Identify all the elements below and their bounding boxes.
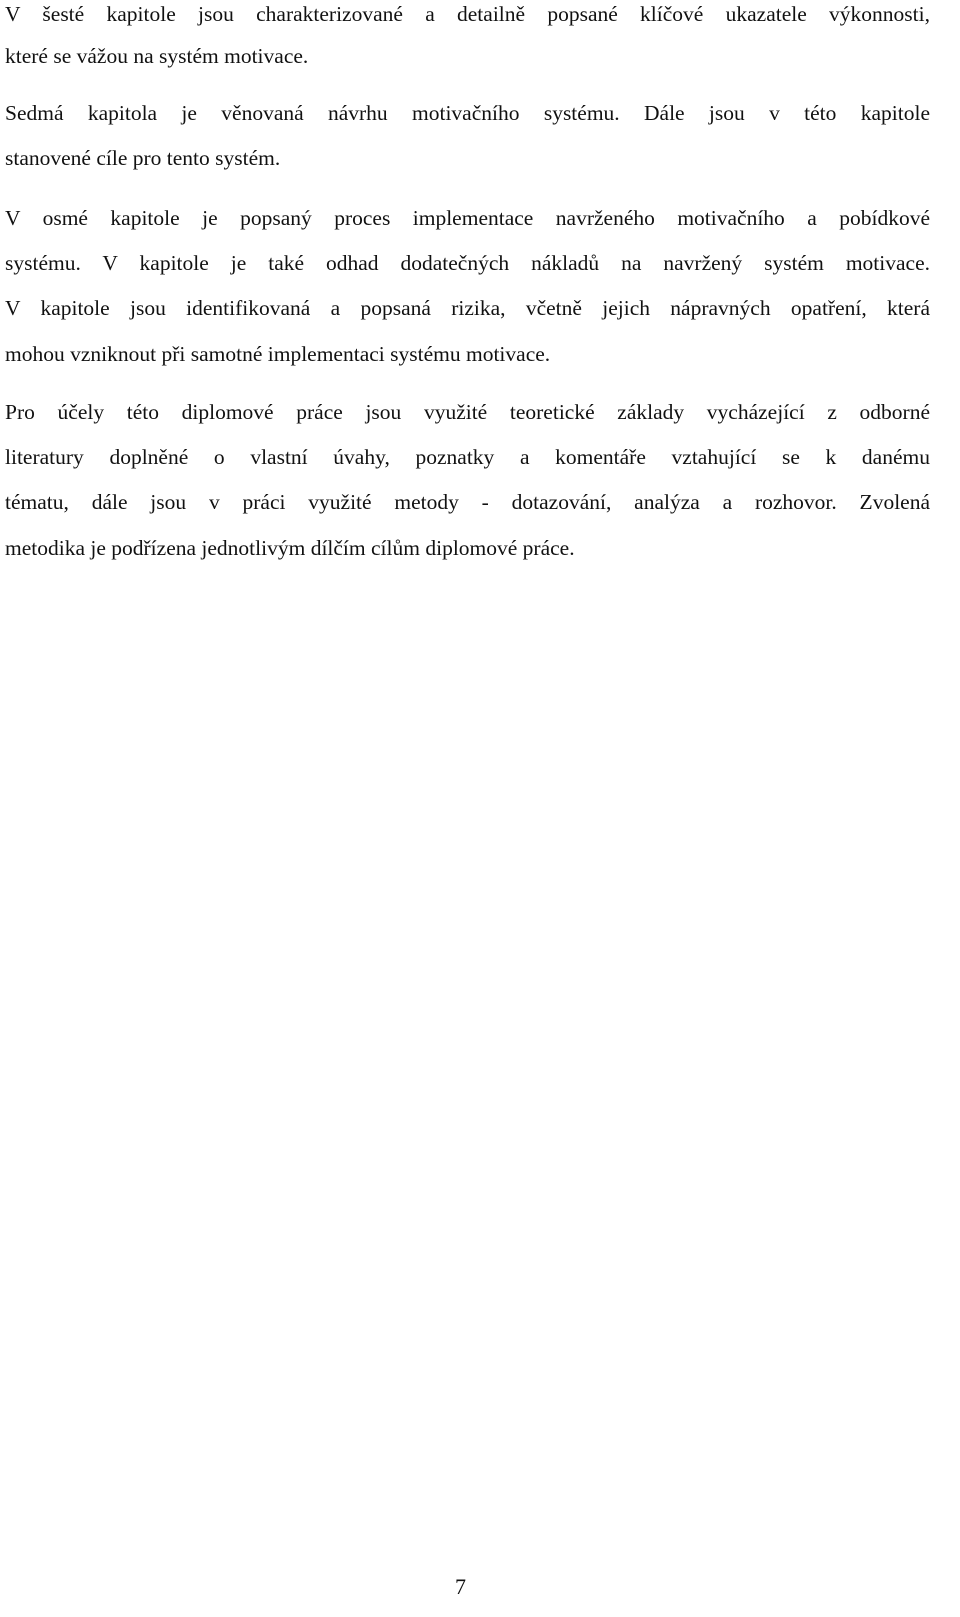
text-line: V osmé kapitole je popsaný proces implementace navrženého motivačního a pobídkové — [5, 206, 930, 230]
text-line: Sedmá kapitola je věnovaná návrhu motivačního systému. Dále jsou v této kapitole — [5, 101, 930, 125]
text-line: tématu, dále jsou v práci využité metody - dotazování, analýza a rozhovor. Zvolená — [5, 490, 930, 514]
text-line: systému. V kapitole je také odhad dodatečných nákladů na navržený systém motivace. — [5, 251, 930, 275]
text-line: mohou vzniknout při samotné implementaci systému motivace. — [5, 342, 551, 366]
page-number: 7 — [455, 1574, 466, 1599]
text-line: stanovené cíle pro tento systém. — [5, 146, 281, 170]
text-line: V šesté kapitole jsou charakterizované a detailně popsané klíčové ukazatele výkonnosti, — [5, 2, 930, 26]
text-line: V kapitole jsou identifikovaná a popsaná rizika, včetně jejich nápravných opatření, která — [5, 296, 930, 320]
text-line: literatury doplněné o vlastní úvahy, poznatky a komentáře vztahující se k danému — [5, 445, 930, 469]
text-line: metodika je podřízena jednotlivým dílčím cílům diplomové práce. — [5, 536, 575, 560]
text-line: které se vážou na systém motivace. — [5, 44, 309, 68]
text-line: Pro účely této diplomové práce jsou využité teoretické základy vycházející z odborné — [5, 400, 930, 424]
